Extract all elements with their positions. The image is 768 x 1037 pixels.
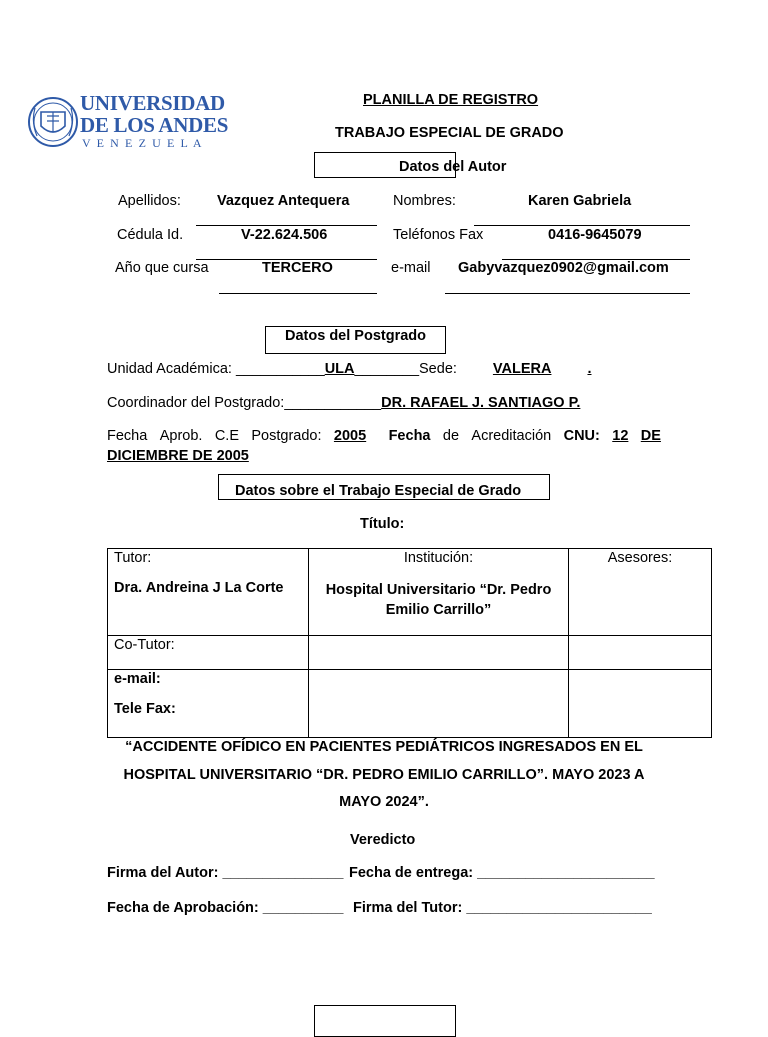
anio-label: Año que cursa <box>115 260 209 276</box>
table-row <box>108 670 712 738</box>
anio-value: TERCERO <box>262 260 333 276</box>
fecha-word-4: Postgrado: <box>251 428 322 444</box>
university-seal-icon <box>27 94 79 150</box>
coordinador-value: DR. RAFAEL J. SANTIAGO P. <box>381 395 581 411</box>
thesis-title-line-1: “ACCIDENTE OFÍDICO EN PACIENTES PEDIÁTRICOS INGRESADOS EN EL <box>125 739 643 755</box>
apellidos-value: Vazquez Antequera <box>217 193 350 209</box>
cotutor-label: Co-Tutor: <box>114 637 175 653</box>
cedula-value: V-22.624.506 <box>241 227 328 243</box>
coordinador-row <box>107 395 602 411</box>
cnu-value-2: DE <box>640 428 661 444</box>
contact-institucion-cell <box>309 670 569 738</box>
tutor-email-label: e-mail: <box>114 671 161 687</box>
apellidos-label: Apellidos: <box>118 193 181 209</box>
nombres-underline <box>474 225 690 226</box>
postgrado-section-title: Datos del Postgrado <box>285 328 426 344</box>
institucion-value-1: Hospital Universitario “Dr. Pedro <box>325 582 552 598</box>
fecha-row <box>107 428 661 444</box>
tutor-telefax-label: Tele Fax: <box>114 701 176 717</box>
telefonos-label: Teléfonos Fax <box>393 227 484 243</box>
sede-label: Sede: <box>419 361 457 377</box>
email-label: e-mail <box>391 260 431 276</box>
table-row <box>108 549 712 636</box>
table-row <box>108 636 712 670</box>
veredicto-label: Veredicto <box>350 832 416 848</box>
cotutor-cell <box>108 636 309 670</box>
firma-tutor-field: Firma del Tutor: _______________________ <box>353 900 652 916</box>
coordinador-label: Coordinador del Postgrado: <box>107 395 285 411</box>
fecha-aprob-value: 2005 <box>333 428 367 444</box>
nombres-label: Nombres: <box>393 193 456 209</box>
logo-line-2: DE LOS ANDES <box>80 113 229 137</box>
unidad-label: Unidad Académica: <box>107 361 236 377</box>
bottom-box <box>314 1005 456 1037</box>
institucion-value-2: Emilio Carrillo” <box>385 602 492 618</box>
autor-section-title: Datos del Autor <box>399 159 507 175</box>
fecha-word-3: C.E <box>214 428 239 444</box>
institucion-cell <box>309 549 569 636</box>
trabajo-section-title: Datos sobre el Trabajo Especial de Grado <box>235 483 522 499</box>
tutor-cell <box>108 549 309 636</box>
telefonos-value: 0416-9645079 <box>548 227 642 243</box>
thesis-title-line-3: MAYO 2024”. <box>339 794 429 810</box>
unidad-blank-1: ___________ <box>235 361 325 377</box>
fecha-word-1: Fecha <box>107 428 148 444</box>
contact-asesores-cell <box>569 670 712 738</box>
form-title: PLANILLA DE REGISTRO <box>363 92 539 108</box>
anio-underline <box>219 293 377 294</box>
titulo-label: Título: <box>360 516 405 532</box>
institucion-label: Institución: <box>403 550 474 566</box>
tutor-label: Tutor: <box>114 550 152 566</box>
fecha-word-8: CNU: <box>563 428 600 444</box>
fecha-word-5: Fecha <box>388 428 431 444</box>
cnu-value-3: DICIEMBRE DE 2005 <box>107 448 249 464</box>
firma-autor-field: Firma del Autor: _______________ <box>107 865 344 881</box>
tutor-table <box>107 548 712 738</box>
thesis-title-line-2: HOSPITAL UNIVERSITARIO “DR. PEDRO EMILIO CARRILLO”. MAYO 2023 A <box>123 767 645 783</box>
email-underline <box>445 293 690 294</box>
apellidos-underline <box>196 225 377 226</box>
cnu-value-1: 12 <box>612 428 629 444</box>
nombres-value: Karen Gabriela <box>528 193 632 209</box>
fecha-word-6: de <box>442 428 460 444</box>
asesores-cell <box>569 549 712 636</box>
unidad-row <box>107 361 592 377</box>
cedula-label: Cédula Id. <box>117 227 184 243</box>
sede-end: . <box>587 361 592 377</box>
unidad-value: ULA <box>324 361 355 377</box>
coordinador-blank: ____________ <box>284 395 382 411</box>
tutor-value: Dra. Andreina J La Corte <box>114 580 284 596</box>
fecha-word-7: Acreditación <box>471 428 552 444</box>
unidad-blank-2: ________ <box>354 361 420 377</box>
asesores-label: Asesores: <box>607 550 673 566</box>
fecha-word-2: Aprob. <box>159 428 203 444</box>
cotutor-institucion-cell <box>309 636 569 670</box>
form-subtitle: TRABAJO ESPECIAL DE GRADO <box>335 125 564 141</box>
logo-line-1: UNIVERSIDAD <box>80 91 225 115</box>
cotutor-asesores-cell <box>569 636 712 670</box>
email-value: Gabyvazquez0902@gmail.com <box>458 260 669 276</box>
logo-line-3: V E N E Z U E L A <box>82 136 204 150</box>
fecha-aprobacion-field: Fecha de Aprobación: __________ <box>107 900 344 916</box>
fecha-entrega-field: Fecha de entrega: ______________________ <box>349 865 655 881</box>
contact-cell <box>108 670 309 738</box>
sede-value: VALERA <box>492 361 552 377</box>
